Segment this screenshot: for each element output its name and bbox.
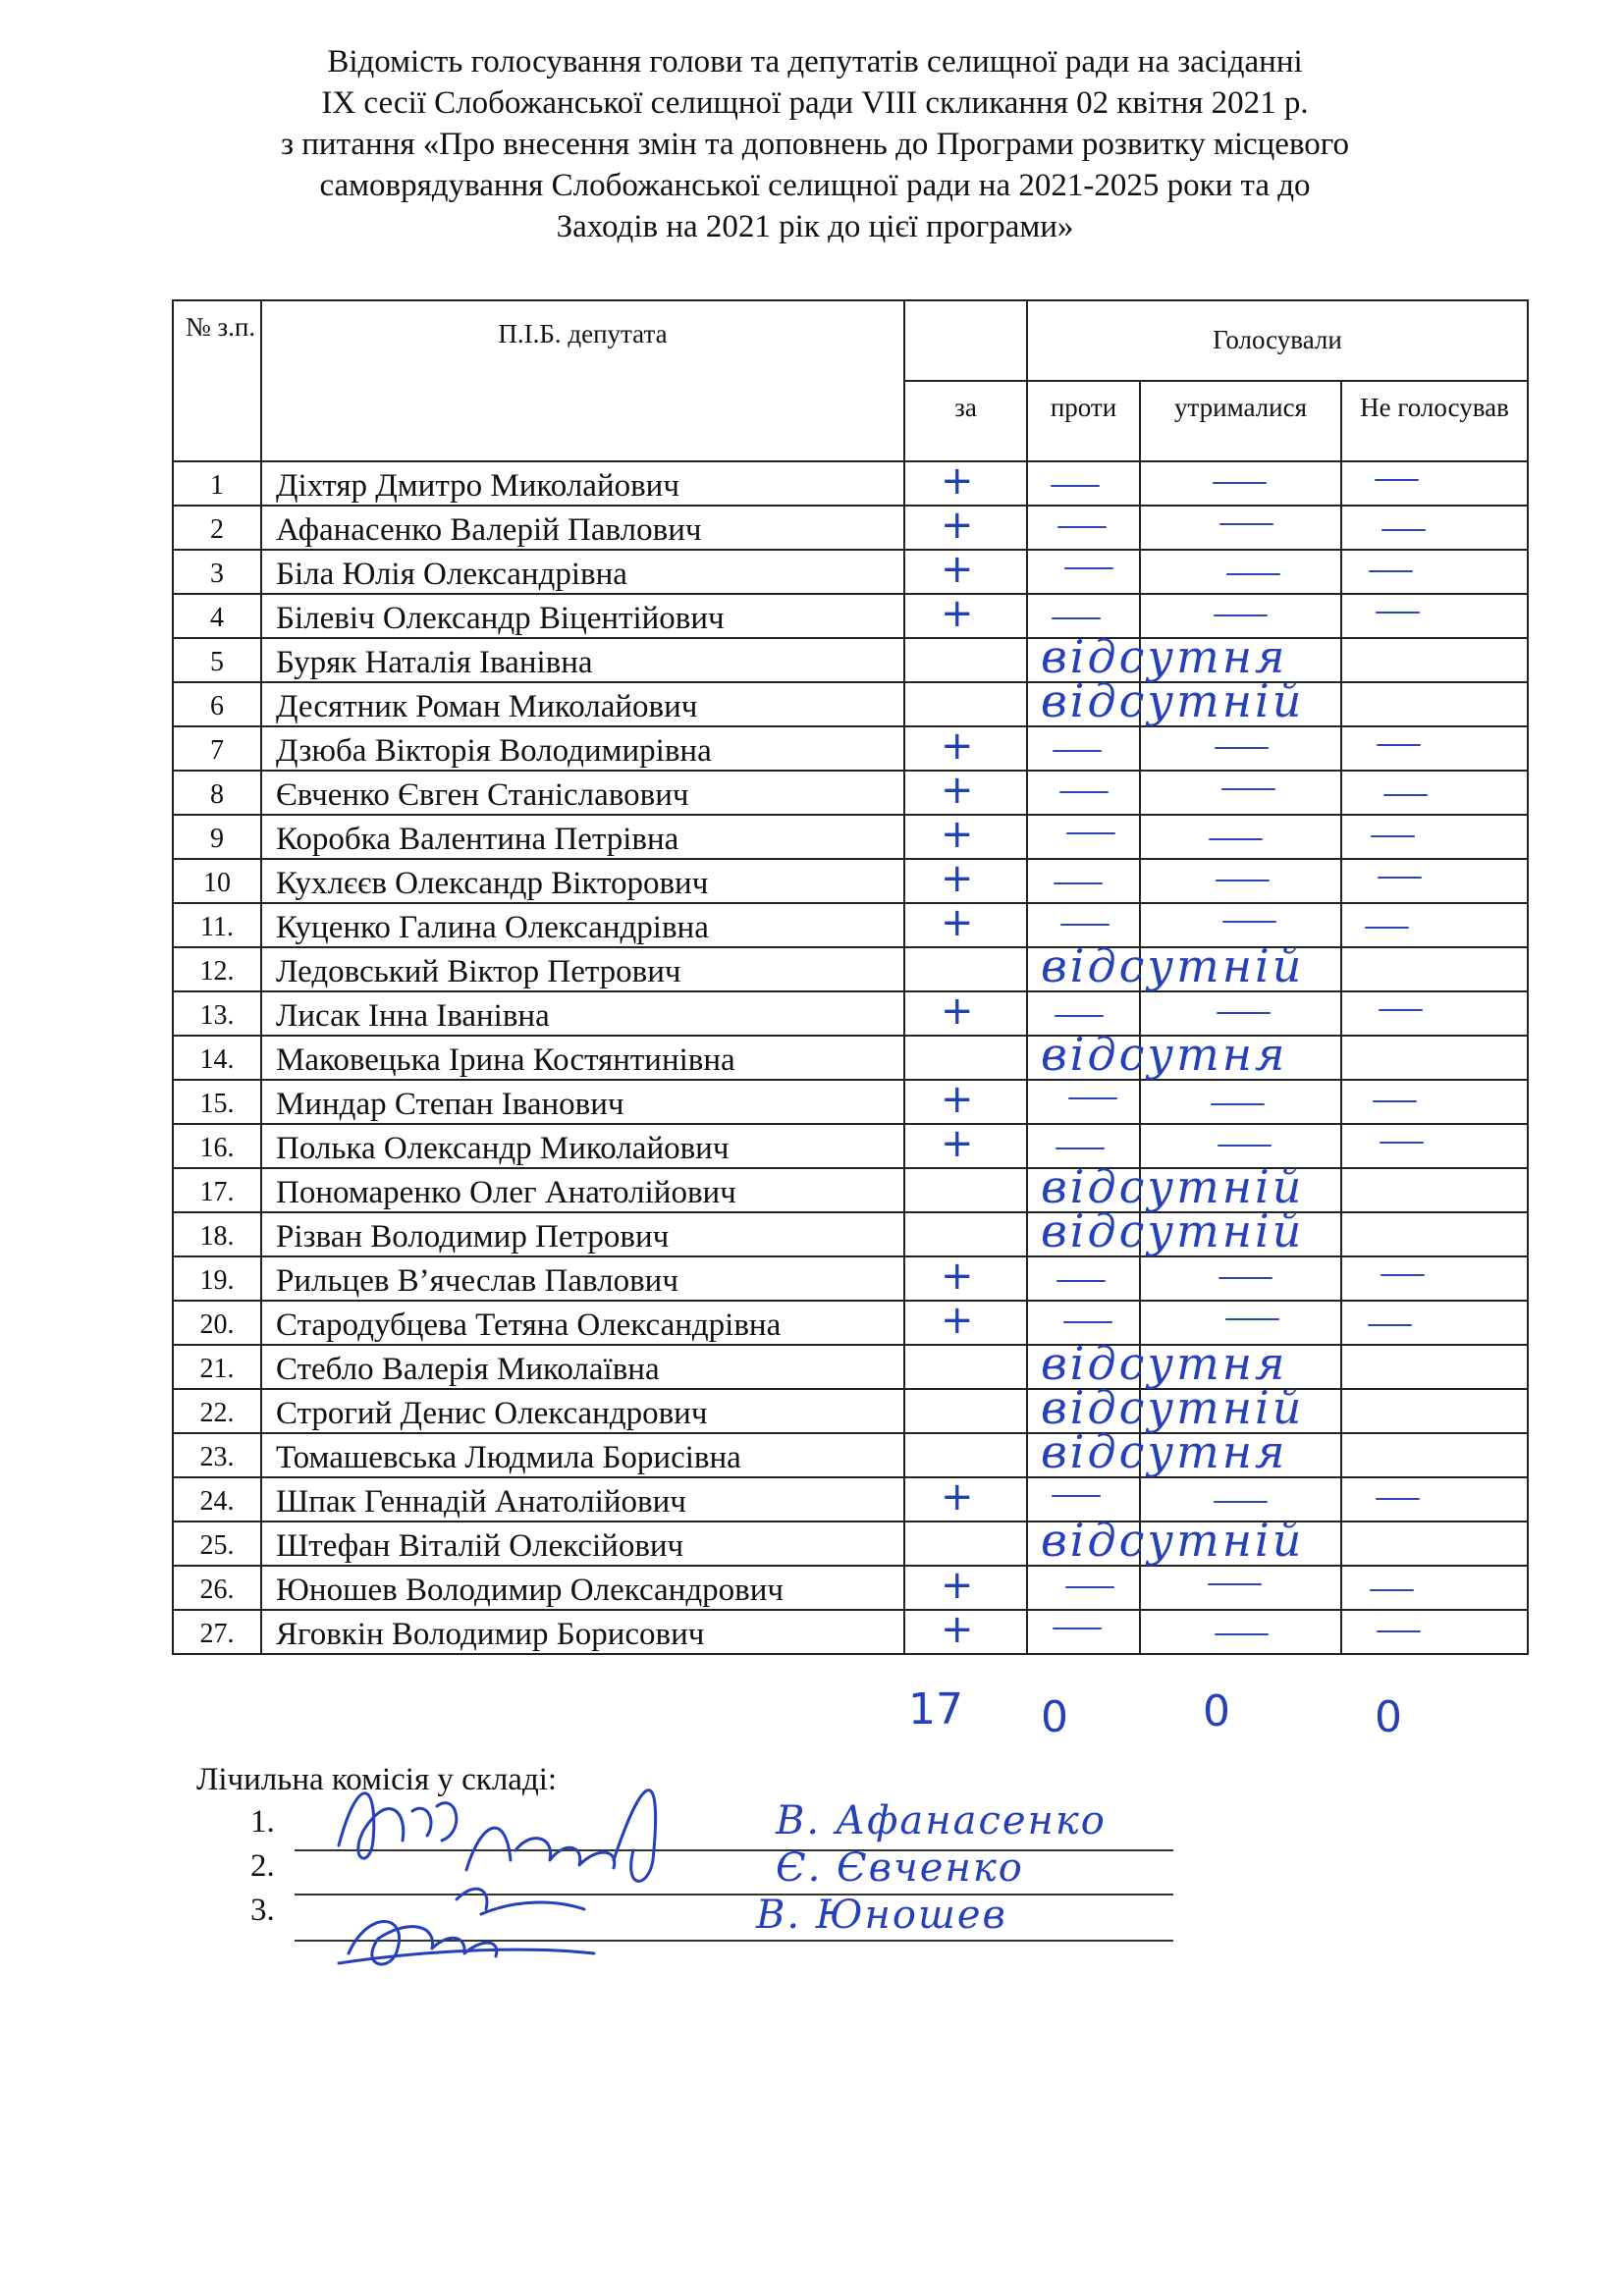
cell-not-voted: [1341, 1124, 1528, 1168]
row-number: 6: [173, 682, 261, 726]
table-row: [173, 1433, 1528, 1477]
vote-dash-mark: [1208, 1583, 1262, 1585]
table-row: [173, 550, 1528, 594]
row-number: 10: [173, 859, 261, 903]
row-number: 11.: [173, 903, 261, 947]
deputy-name: Біла Юлія Олександрівна: [261, 550, 904, 594]
absent-note: відсутня: [1041, 1425, 1288, 1478]
cell-not-voted: [1341, 506, 1528, 550]
title-line: з питання «Про внесення змін та доповнень до Програми розвитку місцевого: [280, 127, 1350, 162]
deputy-name: Пономаренко Олег Анатолійович: [261, 1168, 904, 1212]
title-line: IX сесії Слобожанської селищної ради VIII скликання 02 квітня 2021 р.: [321, 85, 1309, 121]
vote-dash-mark: [1064, 567, 1113, 569]
voting-table-body: [173, 458, 1528, 1654]
vote-dash-mark: [1209, 838, 1263, 840]
vote-dash-mark: [1376, 612, 1420, 614]
deputy-name: Миндар Степан Іванович: [261, 1080, 904, 1124]
vote-dash-mark: [1380, 1142, 1424, 1144]
vote-dash-mark: [1377, 744, 1421, 746]
header-abstained: утрималися: [1140, 381, 1341, 461]
table-row: [173, 1522, 1528, 1566]
table-row: [173, 1080, 1528, 1124]
header-blank: [904, 300, 1027, 381]
cell-abstained: [1140, 771, 1341, 815]
cell-not-voted: [1341, 859, 1528, 903]
deputy-name: Євченко Євген Станіславович: [261, 771, 904, 815]
cell-not-voted: [1341, 1212, 1528, 1256]
row-number: 16.: [173, 1124, 261, 1168]
vote-dash-mark: [1068, 1097, 1117, 1099]
vote-dash-mark: [1053, 1628, 1102, 1629]
vote-dash-mark: [1369, 570, 1413, 572]
deputy-name: Дзюба Вікторія Володимирівна: [261, 726, 904, 771]
vote-dash-mark: [1066, 832, 1115, 834]
header-for: за: [904, 381, 1027, 461]
vote-for-mark: +: [941, 1077, 974, 1122]
commission-label: Лічильна комісія у складі:: [196, 1762, 558, 1797]
vote-for-mark: +: [941, 458, 974, 504]
vote-for-mark: +: [941, 1254, 974, 1299]
header-name: П.І.Б. депутата: [261, 300, 904, 461]
vote-dash-mark: [1214, 1501, 1268, 1503]
vote-for-mark: +: [941, 547, 974, 592]
vote-dash-mark: [1065, 1586, 1114, 1588]
cell-not-voted: [1341, 771, 1528, 815]
cell-not-voted: [1341, 1389, 1528, 1433]
title-line: Відомість голосування голови та депутатів селищної ради на засіданні: [327, 44, 1303, 80]
cell-against: [1027, 1256, 1140, 1301]
commission-member-number: 3.: [250, 1893, 275, 1928]
deputy-name: Кухлєєв Олександр Вікторович: [261, 859, 904, 903]
cell-for: [904, 1345, 1027, 1389]
vote-dash-mark: [1056, 1280, 1106, 1282]
vote-dash-mark: [1380, 1274, 1425, 1276]
cell-not-voted: [1341, 594, 1528, 638]
row-number: 14.: [173, 1036, 261, 1080]
cell-not-voted: [1341, 461, 1528, 506]
cell-not-voted: [1341, 1256, 1528, 1301]
vote-for-mark: +: [941, 988, 974, 1034]
vote-dash-mark: [1219, 523, 1273, 525]
deputy-name: Маковецька Ірина Костянтинівна: [261, 1036, 904, 1080]
row-number: 7: [173, 726, 261, 771]
vote-for-mark: +: [941, 591, 974, 636]
row-number: 22.: [173, 1389, 261, 1433]
vote-dash-mark: [1373, 1100, 1417, 1102]
vote-for-mark: +: [941, 723, 974, 769]
absent-note: відсутній: [1041, 674, 1305, 727]
table-row: [173, 1389, 1528, 1433]
absent-note: відсутній: [1041, 1204, 1305, 1257]
signature-scribbles: [319, 1752, 741, 1998]
row-number: 9: [173, 815, 261, 859]
table-row: [173, 682, 1528, 726]
vote-for-mark: +: [941, 812, 974, 857]
vote-dash-mark: [1215, 747, 1269, 749]
title-line: самоврядування Слобожанської селищної ради на 2021-2025 роки та до: [319, 168, 1311, 203]
vote-dash-mark: [1365, 927, 1409, 929]
table-row: [173, 638, 1528, 682]
vote-dash-mark: [1226, 573, 1280, 575]
deputy-name: Стебло Валерія Миколаївна: [261, 1345, 904, 1389]
commission-member-name: Є. Євченко: [776, 1845, 1024, 1891]
cell-abstained: [1140, 506, 1341, 550]
table-row: [173, 506, 1528, 550]
table-row: [173, 1566, 1528, 1610]
deputy-name: Коробка Валентина Петрівна: [261, 815, 904, 859]
signature-3: [339, 1922, 594, 1965]
row-number: 24.: [173, 1477, 261, 1522]
vote-dash-mark: [1052, 617, 1101, 619]
deputy-name: Штефан Віталій Олексійович: [261, 1522, 904, 1566]
cell-abstained: [1140, 815, 1341, 859]
vote-dash-mark: [1375, 479, 1419, 481]
cell-for: [904, 1522, 1027, 1566]
deputy-name: Шпак Геннадій Анатолійович: [261, 1477, 904, 1522]
table-row: [173, 859, 1528, 903]
vote-dash-mark: [1370, 1589, 1414, 1591]
commission-member-name: В. Юношев: [756, 1893, 1007, 1938]
signature-1: [339, 1793, 457, 1858]
cell-for: [904, 682, 1027, 726]
vote-for-mark: +: [941, 768, 974, 813]
cell-not-voted: [1341, 726, 1528, 771]
vote-dash-mark: [1377, 1630, 1421, 1632]
vote-dash-mark: [1225, 1318, 1279, 1320]
cell-against: [1027, 859, 1140, 903]
vote-dash-mark: [1383, 794, 1428, 796]
cell-abstained: [1140, 1566, 1341, 1610]
cell-not-voted: [1341, 1433, 1528, 1477]
cell-against: [1027, 1610, 1140, 1654]
cell-not-voted: [1341, 903, 1528, 947]
cell-not-voted: [1341, 1301, 1528, 1345]
row-number: 8: [173, 771, 261, 815]
row-number: 15.: [173, 1080, 261, 1124]
vote-for-mark: +: [941, 1607, 974, 1652]
absent-note: відсутній: [1041, 939, 1305, 992]
vote-dash-mark: [1057, 526, 1107, 528]
table-row: [173, 726, 1528, 771]
vote-dash-mark: [1381, 529, 1426, 531]
row-number: 20.: [173, 1301, 261, 1345]
table-row: [173, 947, 1528, 991]
vote-for-mark: +: [941, 900, 974, 945]
vote-dash-mark: [1059, 791, 1109, 793]
table-row: [173, 1168, 1528, 1212]
vote-dash-mark: [1217, 1012, 1271, 1014]
cell-abstained: [1140, 1080, 1341, 1124]
table-row: [173, 1036, 1528, 1080]
table-row: [173, 1477, 1528, 1522]
cell-not-voted: [1341, 1080, 1528, 1124]
cell-abstained: [1140, 550, 1341, 594]
absent-note: відсутній: [1041, 1381, 1305, 1434]
cell-for: [904, 1389, 1027, 1433]
commission-member-number: 2.: [250, 1848, 275, 1884]
table-row: [173, 1212, 1528, 1256]
deputy-name: Строгий Денис Олександрович: [261, 1389, 904, 1433]
deputy-name: Лисак Інна Іванівна: [261, 991, 904, 1036]
row-number: 13.: [173, 991, 261, 1036]
vote-dash-mark: [1051, 485, 1100, 487]
cell-not-voted: [1341, 1477, 1528, 1522]
vote-for-mark: +: [941, 1563, 974, 1608]
deputy-name: Ледовський Віктор Петрович: [261, 947, 904, 991]
document-title: [196, 41, 1434, 247]
cell-for: [904, 1433, 1027, 1477]
cell-against: [1027, 815, 1140, 859]
cell-not-voted: [1341, 1566, 1528, 1610]
vote-dash-mark: [1215, 1633, 1269, 1635]
signature-4: [457, 1889, 584, 1914]
cell-for: [904, 1212, 1027, 1256]
table-row: [173, 1301, 1528, 1345]
absent-note: відсутній: [1041, 1514, 1305, 1567]
cell-not-voted: [1341, 991, 1528, 1036]
vote-dash-mark: [1368, 1324, 1412, 1326]
row-number: 26.: [173, 1566, 261, 1610]
vote-dash-mark: [1222, 921, 1276, 923]
table-row: [173, 1610, 1528, 1654]
header-against: проти: [1027, 381, 1140, 461]
vote-dash-mark: [1054, 882, 1103, 884]
cell-not-voted: [1341, 1610, 1528, 1654]
table-row: [173, 1256, 1528, 1301]
deputy-name: Афанасенко Валерій Павлович: [261, 506, 904, 550]
row-number: 21.: [173, 1345, 261, 1389]
total-against: 0: [1041, 1692, 1068, 1742]
cell-not-voted: [1341, 1036, 1528, 1080]
cell-against: [1027, 550, 1140, 594]
cell-not-voted: [1341, 1168, 1528, 1212]
vote-dash-mark: [1060, 924, 1110, 926]
row-number: 23.: [173, 1433, 261, 1477]
cell-not-voted: [1341, 682, 1528, 726]
table-row: [173, 1124, 1528, 1168]
cell-not-voted: [1341, 638, 1528, 682]
cell-abstained: [1140, 1610, 1341, 1654]
table-row: [173, 461, 1528, 506]
vote-dash-mark: [1055, 1015, 1104, 1017]
table-row: [173, 815, 1528, 859]
absent-note: відсутня: [1041, 630, 1288, 683]
vote-dash-mark: [1211, 1103, 1265, 1105]
signature-2: [466, 1790, 656, 1882]
cell-for: [904, 1036, 1027, 1080]
vote-for-mark: +: [941, 1298, 974, 1343]
deputy-name: Юношев Володимир Олександрович: [261, 1566, 904, 1610]
table-row: [173, 991, 1528, 1036]
title-line: Заходів на 2021 рік до цієї програми»: [556, 209, 1074, 244]
header-number: № з.п.: [173, 300, 261, 461]
table-row: [173, 1345, 1528, 1389]
vote-dash-mark: [1378, 877, 1422, 879]
vote-dash-mark: [1216, 880, 1270, 881]
total-abstained: 0: [1203, 1686, 1230, 1736]
vote-dash-mark: [1376, 1498, 1420, 1500]
vote-for-mark: +: [941, 856, 974, 901]
table-row: [173, 594, 1528, 638]
vote-for-mark: +: [941, 1474, 974, 1520]
total-not-voted: 0: [1375, 1692, 1402, 1742]
header-voted: Голосували: [1027, 300, 1528, 381]
deputy-name: Білевіч Олександр Віцентійович: [261, 594, 904, 638]
vote-dash-mark: [1218, 1145, 1272, 1147]
deputy-name: Яговкін Володимир Борисович: [261, 1610, 904, 1654]
vote-for-mark: +: [941, 1121, 974, 1166]
row-number: 4: [173, 594, 261, 638]
row-number: 19.: [173, 1256, 261, 1301]
vote-dash-mark: [1213, 482, 1267, 484]
vote-dash-mark: [1379, 1009, 1423, 1011]
vote-for-mark: +: [941, 503, 974, 548]
deputy-name: Десятник Роман Миколайович: [261, 682, 904, 726]
vote-dash-mark: [1052, 1495, 1101, 1497]
commission-member-name: В. Афанасенко: [776, 1798, 1107, 1843]
row-number: 3: [173, 550, 261, 594]
vote-dash-mark: [1218, 1277, 1272, 1279]
cell-not-voted: [1341, 947, 1528, 991]
cell-against: [1027, 461, 1140, 506]
row-number: 27.: [173, 1610, 261, 1654]
row-number: 12.: [173, 947, 261, 991]
total-for: 17: [908, 1684, 963, 1735]
row-number: 25.: [173, 1522, 261, 1566]
vote-dash-mark: [1056, 1148, 1105, 1149]
deputy-name: Буряк Наталія Іванівна: [261, 638, 904, 682]
deputy-name: Полька Олександр Миколайович: [261, 1124, 904, 1168]
vote-dash-mark: [1221, 788, 1275, 790]
vote-dash-mark: [1053, 750, 1102, 752]
cell-for: [904, 638, 1027, 682]
absent-note: відсутній: [1041, 1160, 1305, 1213]
deputy-name: Томашевська Людмила Борисівна: [261, 1433, 904, 1477]
voting-table: [172, 299, 1529, 1655]
row-number: 1: [173, 461, 261, 506]
header-not-voted: Не голосував: [1341, 381, 1528, 461]
table-row: [173, 771, 1528, 815]
vote-dash-mark: [1214, 614, 1268, 616]
cell-not-voted: [1341, 815, 1528, 859]
absent-note: відсутня: [1041, 1337, 1288, 1390]
row-number: 17.: [173, 1168, 261, 1212]
cell-against: [1027, 726, 1140, 771]
row-number: 5: [173, 638, 261, 682]
cell-for: [904, 947, 1027, 991]
row-number: 2: [173, 506, 261, 550]
deputy-name: Куценко Галина Олександрівна: [261, 903, 904, 947]
deputy-name: Стародубцева Тетяна Олександрівна: [261, 1301, 904, 1345]
cell-not-voted: [1341, 1345, 1528, 1389]
vote-dash-mark: [1063, 1321, 1112, 1323]
deputy-name: Різван Володимир Петрович: [261, 1212, 904, 1256]
deputy-name: Рильцев В’ячеслав Павлович: [261, 1256, 904, 1301]
cell-for: [904, 1168, 1027, 1212]
absent-note: відсутня: [1041, 1028, 1288, 1081]
table-row: [173, 903, 1528, 947]
commission-member-number: 1.: [250, 1804, 275, 1840]
cell-against: [1027, 1080, 1140, 1124]
cell-not-voted: [1341, 1522, 1528, 1566]
vote-dash-mark: [1371, 835, 1415, 837]
row-number: 18.: [173, 1212, 261, 1256]
deputy-name: Діхтяр Дмитро Миколайович: [261, 461, 904, 506]
